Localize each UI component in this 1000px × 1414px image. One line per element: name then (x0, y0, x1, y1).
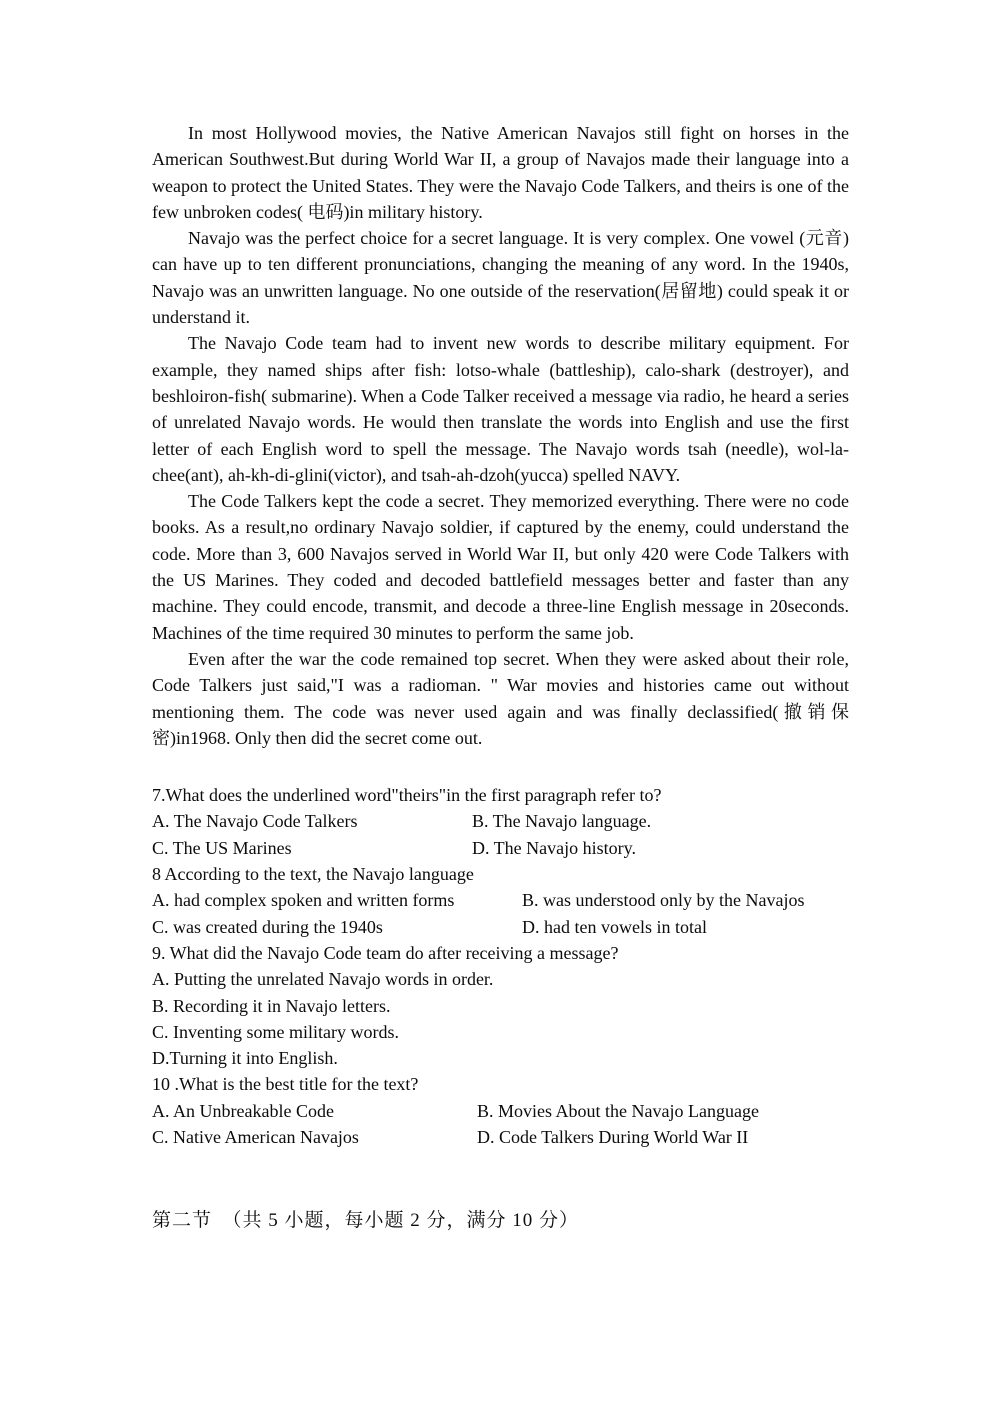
question-8-stem: 8 According to the text, the Navajo language (152, 864, 474, 885)
question-10-option-b: B. Movies About the Navajo Language (477, 1100, 759, 1121)
question-8-option-d: D. had ten vowels in total (522, 916, 707, 937)
question-8-option-b: B. was understood only by the Navajos (522, 890, 805, 911)
question-9 (152, 940, 849, 1071)
passage-paragraph-3: The Navajo Code team had to invent new words to describe military equipment. For example, they named ships after fish: lotso-whale (battleship), calo-shark (destroyer), and beshloiron-fish( submarine). When a Code Talker received a message via radio, he heard a series of unrelated Navajo words. He would then translate the words into English and use the first letter of each English word to spell the message. The Navajo words tsah (needle), wol-la-chee(ant), ah-kh-di-glini(victor), and tsah-ah-dzoh(yucca) spelled NAVY. (152, 333, 849, 485)
question-10-option-c: C. Native American Navajos (152, 1126, 359, 1147)
question-9-options-row-2 (152, 993, 849, 1019)
question-9-option-a: A. Putting the unrelated Navajo words in order. (152, 969, 494, 990)
question-10-option-d: D. Code Talkers During World War II (477, 1126, 749, 1147)
question-9-stem: 9. What did the Navajo Code team do after receiving a message? (152, 942, 619, 963)
question-9-option-c: C. Inventing some military words. (152, 1021, 399, 1042)
question-7-stem: 7.What does the underlined word"theirs"in the first paragraph refer to? (152, 785, 662, 806)
question-8 (152, 861, 849, 940)
question-7-option-c: C. The US Marines (152, 837, 292, 858)
exam-page (152, 120, 849, 1235)
question-10-stem: 10 .What is the best title for the text? (152, 1074, 419, 1095)
question-7-option-a: A. The Navajo Code Talkers (152, 811, 358, 832)
section-2-heading: 第二节 （共 5 小题，每小题 2 分，满分 10 分） (152, 1210, 580, 1232)
question-7 (152, 782, 849, 861)
question-10-options-row-2 (152, 1124, 849, 1150)
passage-paragraph-2: Navajo was the perfect choice for a secret language. It is very complex. One vowel (元音) can have up to ten different pronunciations, changing the meaning of any word. In the 1940s, Navajo was an unwritten language. No one outside of the reservation(居留地) could speak it or understand it. (152, 228, 849, 328)
question-8-options-row-2 (152, 914, 849, 940)
question-10-options-row-1 (152, 1098, 849, 1124)
question-9-options-row-3 (152, 1019, 849, 1045)
questions-section (152, 782, 849, 1150)
question-7-option-b: B. The Navajo language. (472, 811, 652, 832)
question-10 (152, 1071, 849, 1150)
question-9-option-b: B. Recording it in Navajo letters. (152, 995, 391, 1016)
reading-passage (152, 120, 849, 751)
question-10-option-a: A. An Unbreakable Code (152, 1100, 334, 1121)
passage-paragraph-1: In most Hollywood movies, the Native American Navajos still fight on horses in the American Southwest.But during World War II, a group of Navajos made their language into a weapon to protect the United States. They were the Navajo Code Talkers, and theirs is one of the few unbroken codes( 电码)in military history. (152, 123, 849, 222)
question-7-option-d: D. The Navajo history. (472, 837, 636, 858)
passage-paragraph-4: The Code Talkers kept the code a secret. They memorized everything. There were no code books. As a result,no ordinary Navajo soldier, if captured by the enemy, could understand the code. More than 3, 600 Navajos served in World War II, but only 420 were Code Talkers with the US Marines. They coded and decoded battlefield messages better and faster than any machine. They could encode, transmit, and decode a three-line English message in 20seconds. Machines of the time required 30 minutes to perform the same job. (152, 491, 849, 643)
question-9-options-row-1 (152, 966, 849, 992)
question-9-options-row-4 (152, 1045, 849, 1071)
question-8-option-a: A. had complex spoken and written forms (152, 890, 455, 911)
question-9-option-d: D.Turning it into English. (152, 1048, 338, 1069)
question-7-options-row-1 (152, 808, 849, 834)
question-8-options-row-1 (152, 887, 849, 913)
question-8-option-c: C. was created during the 1940s (152, 916, 383, 937)
question-7-options-row-2 (152, 835, 849, 861)
passage-paragraph-5: Even after the war the code remained top secret. When they were asked about their role, Code Talkers just said,"I was a radioman. " War movies and histories came out without mentioning them. The code was never used again and was finally declassified(撤销保密)in1968. Only then did the secret come out. (152, 648, 849, 748)
